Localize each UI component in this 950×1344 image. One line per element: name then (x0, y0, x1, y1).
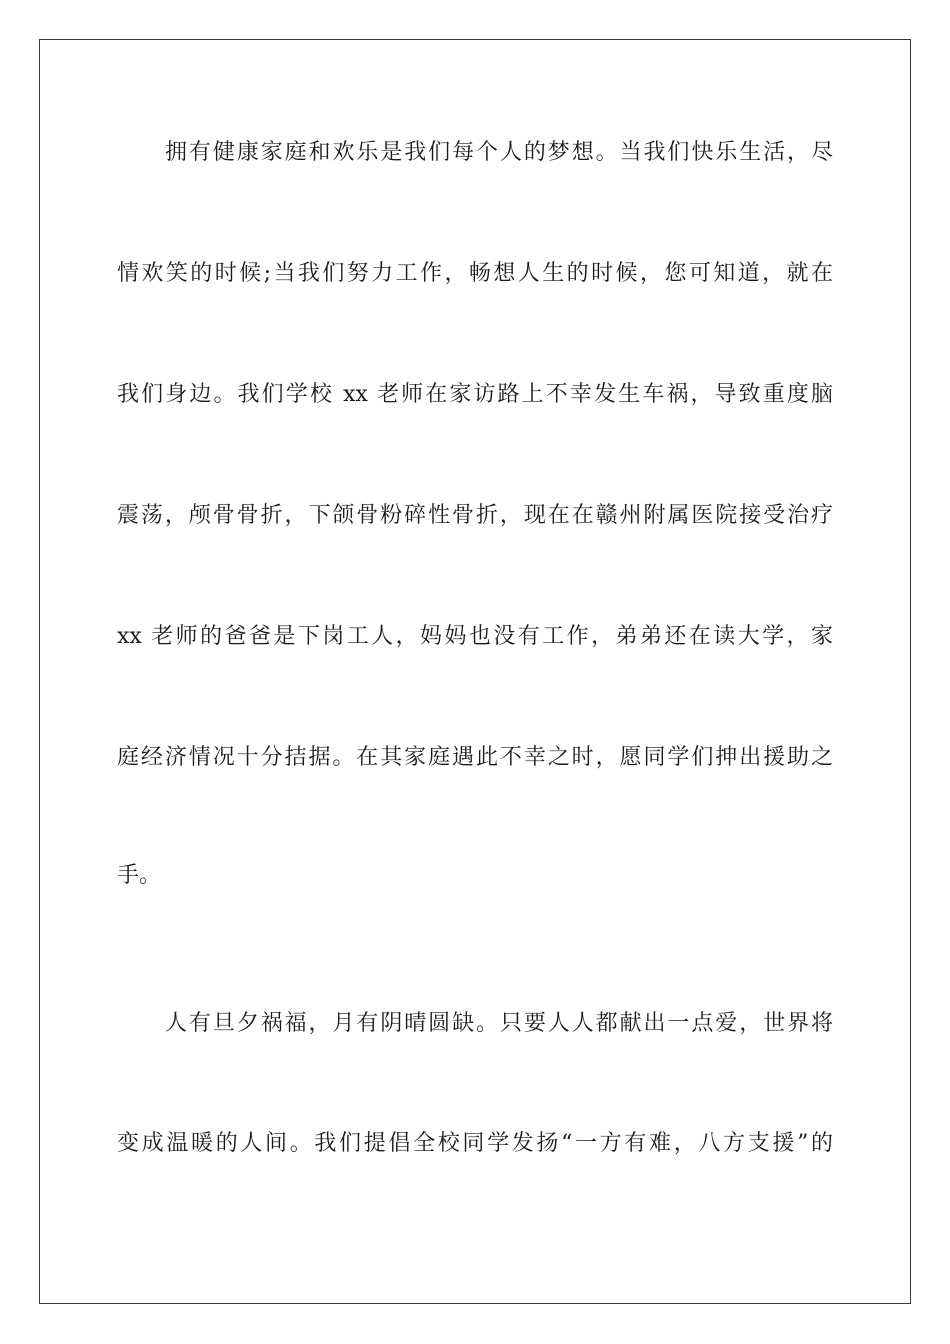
paragraph-1-line-5: xx 老师的爸爸是下岗工人，妈妈也没有工作，弟弟还在读大学，家 (117, 624, 833, 649)
paragraph-1-line-6: 庭经济情况十分拮据。在其家庭遇此不幸之时，愿同学们抻出援助之 (117, 745, 833, 770)
paragraph-2-line-2: 变成温暖的人间。我们提倡全校同学发扬“一方有难，八方支援”的 (117, 1131, 833, 1156)
paragraph-1-line-1: 拥有健康家庭和欢乐是我们每个人的梦想。当我们快乐生活，尽 (165, 140, 833, 165)
paragraph-2-line-1: 人有旦夕祸福，月有阴晴圆缺。只要人人都献出一点爱，世界将 (165, 1011, 833, 1036)
paragraph-1-line-3: 我们身边。我们学校 xx 老师在家访路上不幸发生车祸，导致重度脑 (117, 382, 833, 407)
page-border (39, 39, 911, 1304)
paragraph-1-line-7: 手。 (117, 863, 162, 888)
paragraph-1-line-2: 情欢笑的时候;当我们努力工作，畅想人生的时候，您可知道，就在 (117, 261, 833, 286)
paragraph-1-line-4: 震荡，颅骨骨折，下颌骨粉碎性骨折，现在在赣州附属医院接受治疗 (117, 503, 833, 528)
